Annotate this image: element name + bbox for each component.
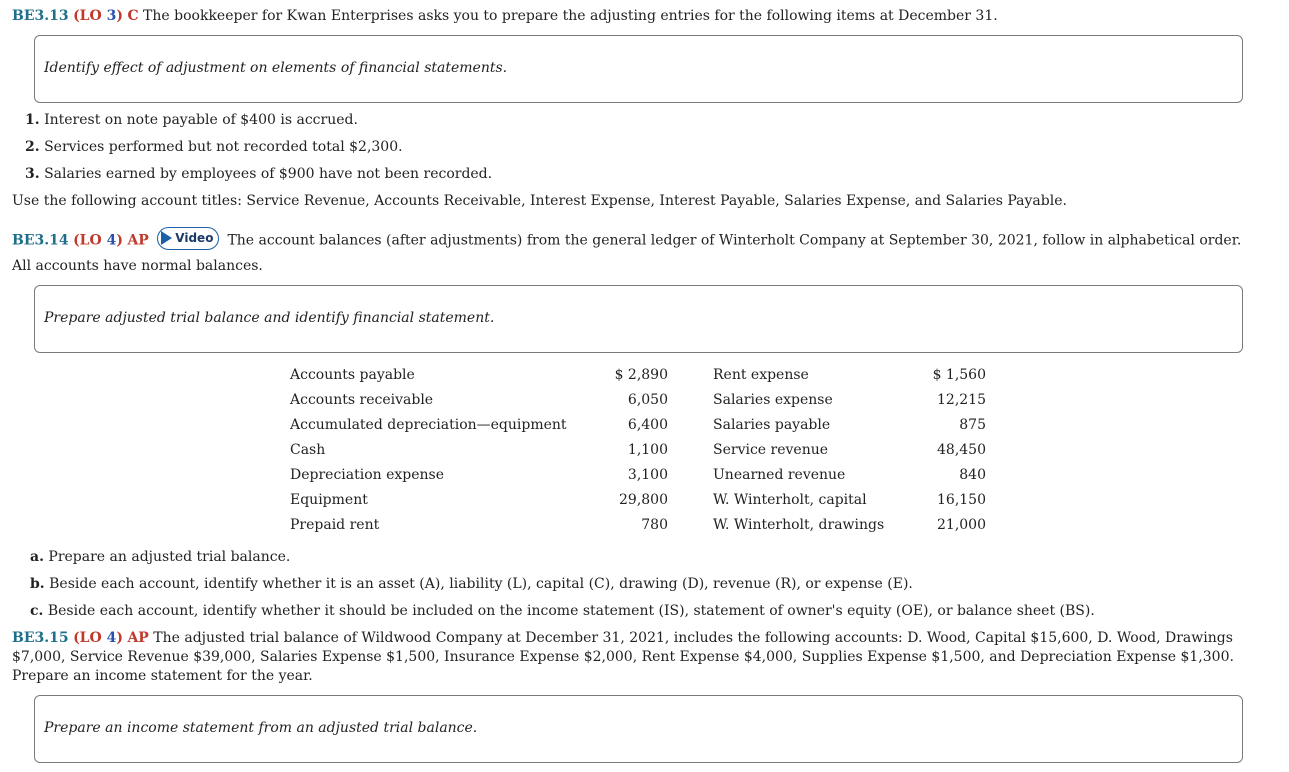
- account-right-amount: 875: [959, 417, 986, 433]
- account-left-amount: 6,050: [627, 392, 668, 408]
- account-right-name: Salaries expense: [713, 392, 833, 408]
- be313-item-1: 1. Interest on note payable of $400 is accrued.: [25, 112, 358, 128]
- be313-objective: Identify effect of adjustment on elements of financial statements.: [44, 60, 508, 76]
- be313-code: BE3.13: [12, 8, 69, 24]
- account-right-amount: 16,150: [937, 492, 986, 508]
- be315-heading: [12, 630, 1233, 646]
- be314-lo: (LO 4): [73, 232, 123, 249]
- account-left-name: Equipment: [290, 492, 368, 508]
- be315-line3: Prepare an income statement for the year.: [12, 668, 313, 684]
- be315-code: BE3.15: [12, 630, 69, 646]
- account-left-name: Prepaid rent: [290, 517, 380, 533]
- account-left-amount: $ 2,890: [614, 367, 668, 383]
- account-left-amount: 6,400: [627, 417, 668, 433]
- be314-objective-box[interactable]: [34, 285, 1243, 353]
- be315-level: AP: [127, 630, 149, 646]
- be314-text: The account balances (after adjustments) from the general ledger of Winterholt Company at September 30, 2021, follow in alphabetical order.: [227, 232, 1242, 249]
- be314-part-a: a. Prepare an adjusted trial balance.: [30, 549, 291, 565]
- be313-lo: (LO 3): [73, 8, 123, 24]
- play-icon: [161, 231, 172, 245]
- account-right-amount: 21,000: [937, 517, 986, 533]
- be313-objective-box[interactable]: [34, 35, 1243, 103]
- account-right-name: Rent expense: [713, 367, 809, 383]
- account-left-name: Accounts receivable: [290, 392, 434, 408]
- account-right-amount: 12,215: [937, 392, 986, 408]
- account-right-name: W. Winterholt, capital: [713, 492, 867, 508]
- be315-objective-box[interactable]: [34, 695, 1243, 763]
- account-left-name: Accumulated depreciation—equipment: [290, 417, 567, 433]
- account-right-name: Unearned revenue: [713, 467, 846, 483]
- account-right-name: Salaries payable: [713, 417, 831, 433]
- be314-part-b: b. Beside each account, identify whether it is an asset (A), liability (L), capital (C), drawing (D), revenue (R), or expense (E).: [30, 576, 913, 592]
- account-left-name: Accounts payable: [290, 367, 415, 383]
- account-left-amount: 29,800: [619, 492, 668, 508]
- be315-line2: $7,000, Service Revenue $39,000, Salaries Expense $1,500, Insurance Expense $2,000, Rent Expense $4,000, Supplies Expense $1,500, and Depreciation Expense $1,300.: [12, 649, 1234, 665]
- account-left-amount: 3,100: [627, 467, 668, 483]
- be314-part-c: c. Beside each account, identify whether it should be included on the income statement (IS), statement of owner's equity (OE), or balance sheet (BS).: [30, 603, 1095, 619]
- account-right-amount: 48,450: [937, 442, 986, 458]
- be313-note: Use the following account titles: Service Revenue, Accounts Receivable, Interest Expense, Interest Payable, Salaries Expense, and Salaries Payable.: [12, 193, 1067, 209]
- be313-item-2: 2. Services performed but not recorded total $2,300.: [25, 139, 403, 155]
- account-left-amount: 1,100: [627, 442, 668, 458]
- be315-objective: Prepare an income statement from an adjusted trial balance.: [44, 720, 478, 736]
- be314-text2: All accounts have normal balances.: [12, 258, 263, 274]
- video-button[interactable]: Video: [157, 227, 219, 250]
- account-left-amount: 780: [641, 517, 668, 533]
- be313-heading: [12, 8, 998, 24]
- account-left-name: Cash: [290, 442, 326, 458]
- be314-objective: Prepare adjusted trial balance and identify financial statement.: [44, 310, 495, 326]
- account-right-amount: 840: [959, 467, 986, 483]
- account-right-name: W. Winterholt, drawings: [713, 517, 885, 533]
- be313-item-3: 3. Salaries earned by employees of $900 have not been recorded.: [25, 166, 493, 182]
- be314-heading: [12, 229, 1241, 252]
- be313-level: C: [127, 8, 139, 24]
- be315-lo: (LO 4): [73, 630, 123, 646]
- be315-line1: The adjusted trial balance of Wildwood Company at December 31, 2021, includes the following accounts: D. Wood, Capital $15,600, D. Wood, Drawings: [153, 630, 1233, 646]
- account-right-name: Service revenue: [713, 442, 829, 458]
- account-left-name: Depreciation expense: [290, 467, 445, 483]
- be314-level: AP: [127, 232, 149, 249]
- account-right-amount: $ 1,560: [932, 367, 986, 383]
- be313-text: The bookkeeper for Kwan Enterprises asks you to prepare the adjusting entries for the following items at December 31.: [143, 8, 998, 24]
- be314-code: BE3.14: [12, 232, 69, 249]
